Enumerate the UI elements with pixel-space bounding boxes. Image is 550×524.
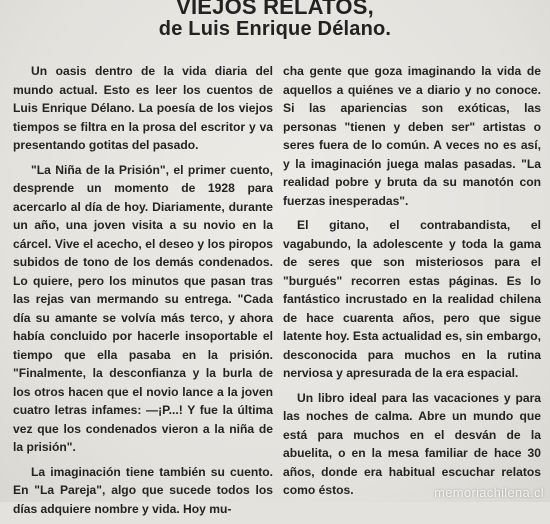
article-subtitle: de Luis Enrique Délano. [158,18,392,40]
paragraph: Un libro ideal para las vacaciones y para las noches de calma. Abre un mundo que está para muchos en el desván de la abuelita, o en la mesa familiar de hace 30 años, donde era habitual escuchar relatos como éstos. [283,390,541,497]
paragraph: El gitano, el contrabandista, el vagabundo, la adolescente y toda la gama de seres que son misteriosos para el "burgués" recorren estas páginas. Es lo fantástico incrustado en la realidad chilena de hace cuarenta años, pero que sigue latente hoy. Esta actualidad es, sin embargo, desconocida para muchos en la rutina nerviosa y apresurada de la era espacial. [283,218,541,380]
paragraph: "La Niña de la Prisión", el primer cuento, desprende un momento de 1928 para acercarlo al día de hoy. Diariamente, durante un año, una joven visita a su novio en la cárcel. Vive el acecho, el deseo y los piropos subidos de tono de los demás condenados. Lo quiere, pero los minutos que pasan tras las rejas van mermando su entrega. "Cada día su amante se volvía más terco, y ahora había concluido por hacerle insoportable el tiempo que ella pasaba en la prisión. "Finalmente, la desconfianza y la burla de los otros hacen que el novio lance a la joven cuatro letras infames: —¡P...! Y fue la última vez que los condenados vieron a la niña de la prisión". [13,162,273,454]
left-column [13,62,273,524]
paragraph: Un oasis dentro de la vida diaria del mundo actual. Esto es leer los cuentos de Luis Enrique Délano. La poesía de los viejos tiempos se filtra en la prosa del escritor y va presentando gotitas del pasado. [13,64,273,152]
paragraph: La imaginación tiene también su cuento. En "La Pareja", algo que sucede todos los días adquiere nombre y vida. Hoy mu- [13,464,273,516]
watermark-text: memoriachilena.cl [434,485,544,500]
right-column [283,62,541,506]
paragraph: cha gente que goza imaginando la vida de aquellos a quiénes ve a diario y no conoce. Si las apariencias son exóticas, las personas "tienen y deben ser" artistas o seres fuera de lo común. A veces no es así, y la imaginación juega malas pasadas. "La realidad pobre y bruta da su manotón con fuerzas inesperadas". [283,64,541,208]
article-title: VIEJOS RELATOS, [176,0,374,19]
